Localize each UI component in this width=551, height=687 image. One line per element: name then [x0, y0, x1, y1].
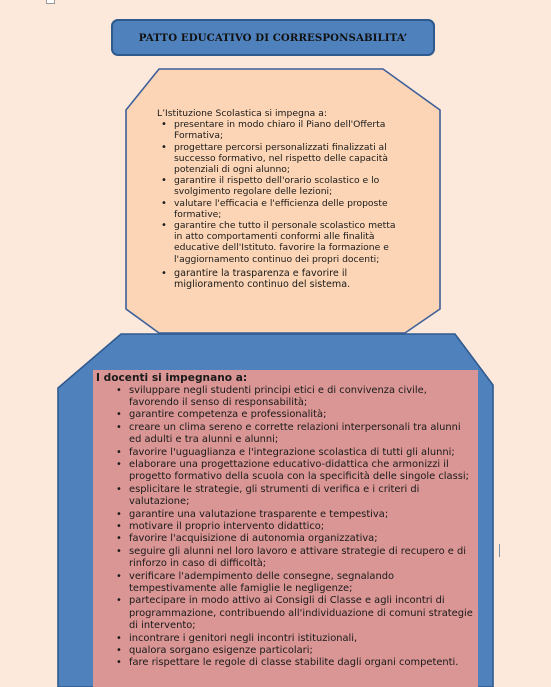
text-cursor-mark — [499, 544, 500, 557]
istituzione-list — [157, 119, 397, 291]
list-item: • esplicitare le strategie, gli strumenti di verifica e i criteri di valutazione; — [129, 484, 475, 509]
list-item: • partecipare in modo attivo ai Consigli di Classe e agli incontri di programmazione, contribuendo all'individuazione di comuni strategie di intervento; — [129, 595, 475, 632]
list-item: • favorire l'uguaglianza e l'integrazione scolastica di tutti gli alunni; — [129, 447, 475, 459]
list-item: • incontrare i genitori negli incontri istituzionali, — [129, 633, 475, 645]
docenti-block — [93, 370, 478, 687]
list-item: • fare rispettare le regole di classe stabilite dagli organi competenti. — [129, 657, 475, 669]
istituzione-block — [157, 108, 397, 291]
list-item: • garantire competenza e professionalità; — [129, 409, 475, 421]
docenti-list — [96, 385, 475, 670]
list-item: • qualora sorgano esigenze particolari; — [129, 645, 475, 657]
list-item: • creare un clima sereno e corrette relazioni interpersonali tra alunni ed adulti e tra alunni e alunni; — [129, 422, 475, 447]
list-item: • garantire che tutto il personale scolastico metta in atto comportamenti conformi alle finalità educative dell'Istituto. favorire la formazione e l'aggiornamento continuo dei propri docenti; — [174, 220, 397, 265]
list-item: • motivare il proprio intervento didattico; — [129, 521, 475, 533]
list-item: • elaborare una progettazione educativo-didattica che armonizzi il progetto formativo della scuola con la specificità delle singole classi; — [129, 459, 475, 484]
istituzione-intro: L’Istituzione Scolastica si impegna a: — [157, 108, 327, 119]
page-title — [111, 19, 435, 56]
list-item: • valutare l'efficacia e l'efficienza delle proposte formative; — [174, 198, 397, 220]
list-item: • favorire l'acquisizione di autonomia organizzativa; — [129, 533, 475, 545]
list-item: • garantire la trasparenza e favorire il miglioramento continuo del sistema. — [174, 268, 397, 291]
list-item: • sviluppare negli studenti principi etici e di convivenza civile, favorendo il senso di responsabilità; — [129, 385, 475, 410]
list-item: • presentare in modo chiaro il Piano dell'Offerta Formativa; — [174, 119, 397, 141]
page-title-text: PATTO EDUCATIVO DI CORRESPONSABILITA’ — [138, 31, 408, 44]
list-item: • garantire una valutazione trasparente e tempestiva; — [129, 509, 475, 521]
list-item: • garantire il rispetto dell'orario scolastico e lo svolgimento regolare delle lezioni; — [174, 175, 397, 197]
list-item: • seguire gli alunni nel loro lavoro e attivare strategie di recupero e di rinforzo in caso di difficoltà; — [129, 546, 475, 571]
docenti-heading: I docenti si impegnano a: — [96, 372, 248, 384]
list-item: • verificare l'adempimento delle consegne, segnalando tempestivamente alle famiglie le negligenze; — [129, 571, 475, 596]
list-item: • progettare percorsi personalizzati finalizzati al successo formativo, nel rispetto delle capacità potenziali di ogni alunno; — [174, 142, 397, 176]
